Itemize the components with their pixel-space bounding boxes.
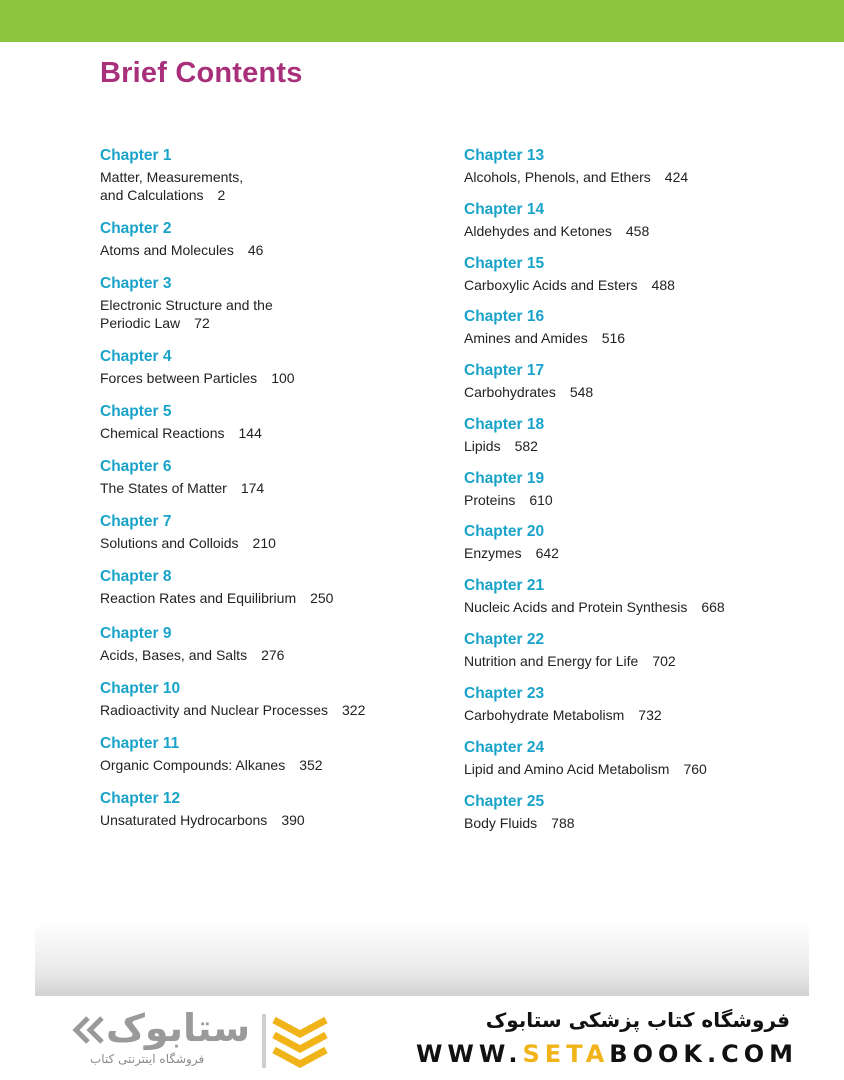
toc-entry xyxy=(100,274,440,332)
chapter-title xyxy=(464,598,804,616)
toc-entry xyxy=(464,738,804,778)
chapter-title-text: Electronic Structure and the xyxy=(100,297,273,313)
page-number: 2 xyxy=(217,187,226,203)
chapter-title xyxy=(464,814,804,832)
chapter-title-line xyxy=(100,589,440,607)
chapter-label: Chapter 12 xyxy=(100,790,181,807)
chapter-label: Chapter 13 xyxy=(464,147,545,164)
page-number: 516 xyxy=(601,330,626,346)
book-stack-icon xyxy=(262,1010,332,1077)
chapter-title-text: Lipids xyxy=(464,438,501,454)
chapter-title-text: Periodic Law xyxy=(100,315,181,331)
chapter-title-line xyxy=(100,811,440,829)
toc-entry xyxy=(464,576,804,616)
chapter-title xyxy=(100,646,440,664)
chapter-label: Chapter 3 xyxy=(100,275,172,292)
toc-entry xyxy=(100,219,440,259)
chapter-title-line xyxy=(100,168,440,186)
page-number: 488 xyxy=(651,277,675,293)
chapter-title xyxy=(464,222,804,240)
page-number: 582 xyxy=(514,438,538,454)
chapter-label: Chapter 15 xyxy=(464,255,545,272)
page-number: 174 xyxy=(240,480,265,496)
chapter-title-text: Atoms and Molecules xyxy=(100,242,234,258)
toc-entry xyxy=(100,347,440,387)
chapter-title-text: The States of Matter xyxy=(100,480,227,496)
double-chevron-icon xyxy=(72,1014,106,1051)
chapter-label: Chapter 7 xyxy=(100,513,172,530)
chapter-label: Chapter 8 xyxy=(100,568,172,585)
page-number: 210 xyxy=(252,535,276,551)
chapter-label: Chapter 21 xyxy=(464,577,545,594)
page-number: 276 xyxy=(261,647,285,663)
page-number: 610 xyxy=(529,492,553,508)
chapter-title-line xyxy=(100,296,440,314)
page-number: 390 xyxy=(281,812,305,828)
chapter-title-text: Enzymes xyxy=(464,545,522,561)
chapter-label: Chapter 14 xyxy=(464,201,545,218)
page-number: 642 xyxy=(535,545,559,561)
chapter-title-line xyxy=(464,329,804,347)
chapter-title-line xyxy=(100,646,440,664)
toc-entry xyxy=(464,146,804,186)
page-number: 144 xyxy=(238,425,262,441)
chapter-title-line xyxy=(464,706,804,724)
toc-entry xyxy=(464,469,804,509)
shop-name: فروشگاه کتاب پزشکی ستابوک xyxy=(485,1008,790,1032)
chapter-label: Chapter 11 xyxy=(100,735,180,752)
page-number: 548 xyxy=(569,384,594,400)
toc-entry xyxy=(100,567,440,607)
page-title: Brief Contents xyxy=(100,57,303,89)
chapter-title-text: Unsaturated Hydrocarbons xyxy=(100,812,268,828)
toc-entry xyxy=(464,630,804,670)
page-number: 760 xyxy=(683,761,707,777)
page-number: 250 xyxy=(310,590,334,606)
chapter-title-line xyxy=(100,369,440,387)
chapter-title-line xyxy=(464,652,804,670)
chapter-title-line xyxy=(464,814,804,832)
chapter-title-text: Aldehydes and Ketones xyxy=(464,223,612,239)
chapter-label: Chapter 5 xyxy=(100,403,172,420)
top-accent-bar xyxy=(0,0,844,42)
chapter-label: Chapter 6 xyxy=(100,458,172,475)
chapter-label: Chapter 20 xyxy=(464,523,545,540)
chapter-title-text: Nutrition and Energy for Life xyxy=(464,653,639,669)
toc-entry xyxy=(464,254,804,294)
page-number: 788 xyxy=(551,815,575,831)
chapter-title-text: Carbohydrates xyxy=(464,384,556,400)
chapter-title xyxy=(464,437,804,455)
chapter-label: Chapter 10 xyxy=(100,680,181,697)
chapter-title xyxy=(464,329,804,347)
chapter-title xyxy=(100,168,440,204)
chapter-title-line xyxy=(464,383,804,401)
chapter-title xyxy=(100,589,440,607)
page-number: 668 xyxy=(701,599,725,615)
chapter-title-text: Radioactivity and Nuclear Processes xyxy=(100,702,328,718)
chapter-title xyxy=(100,296,440,332)
chapter-title xyxy=(100,479,440,497)
footer-banner xyxy=(0,996,844,1080)
chapter-title-text: Proteins xyxy=(464,492,516,508)
chapter-title-text: Carbohydrate Metabolism xyxy=(464,707,625,723)
chapter-label: Chapter 18 xyxy=(464,416,545,433)
chapter-title xyxy=(100,756,440,774)
page-number: 732 xyxy=(638,707,662,723)
chapter-title xyxy=(100,811,440,829)
chapter-title xyxy=(464,652,804,670)
toc-entry xyxy=(100,402,440,442)
toc-entry xyxy=(464,415,804,455)
chapter-title-text: Body Fluids xyxy=(464,815,538,831)
chapter-title xyxy=(100,424,440,442)
chapter-title-line xyxy=(464,276,804,294)
page-number: 72 xyxy=(194,315,210,331)
chapter-title-text: Amines and Amides xyxy=(464,330,588,346)
chapter-title-text: Carboxylic Acids and Esters xyxy=(464,277,638,293)
chapter-title-text: Organic Compounds: Alkanes xyxy=(100,757,286,773)
url-suffix: BOOK.COM xyxy=(609,1040,798,1068)
toc-entry xyxy=(100,789,440,829)
chapter-label: Chapter 19 xyxy=(464,470,545,487)
chapter-title-line xyxy=(464,437,804,455)
toc-entry xyxy=(464,307,804,347)
logo-wordmark: ستابوک xyxy=(106,1006,251,1050)
chapter-title xyxy=(100,369,440,387)
url-prefix: WWW. xyxy=(415,1040,523,1068)
toc-entry xyxy=(100,679,440,719)
chapter-title-text: Lipid and Amino Acid Metabolism xyxy=(464,761,670,777)
chapter-title-line xyxy=(464,168,804,186)
toc-entry xyxy=(464,522,804,562)
page-number: 322 xyxy=(342,702,366,718)
chapter-label: Chapter 24 xyxy=(464,739,545,756)
chapter-title xyxy=(464,276,804,294)
chapter-title-line xyxy=(464,491,804,509)
chapter-title-text: Solutions and Colloids xyxy=(100,535,239,551)
chapter-title-line xyxy=(464,544,804,562)
toc-entry xyxy=(100,457,440,497)
chapter-title xyxy=(464,383,804,401)
page-number: 352 xyxy=(299,757,323,773)
chapter-title xyxy=(464,168,804,186)
page-number: 46 xyxy=(247,242,264,258)
chapter-label: Chapter 22 xyxy=(464,631,545,648)
page-number: 702 xyxy=(652,653,676,669)
setabook-logo xyxy=(66,1006,336,1072)
chapter-title xyxy=(464,760,804,778)
page-number: 458 xyxy=(625,223,650,239)
chapter-title-text: Acids, Bases, and Salts xyxy=(100,647,248,663)
chapter-title-text: Forces between Particles xyxy=(100,370,258,386)
chapter-title-text: Reaction Rates and Equilibrium xyxy=(100,590,297,606)
toc-entry xyxy=(464,200,804,240)
chapter-title xyxy=(100,534,440,552)
page-number: 100 xyxy=(271,370,295,386)
chapter-title xyxy=(464,706,804,724)
bottom-shadow xyxy=(35,922,809,996)
chapter-title-text: Chemical Reactions xyxy=(100,425,225,441)
chapter-label: Chapter 16 xyxy=(464,308,545,325)
chapter-title-line xyxy=(464,598,804,616)
chapter-title-line xyxy=(100,534,440,552)
chapter-title-line xyxy=(100,701,440,719)
chapter-label: Chapter 4 xyxy=(100,348,172,365)
chapter-title-text: Matter, Measurements, xyxy=(100,169,244,185)
toc-entry xyxy=(464,684,804,724)
chapter-title-line xyxy=(100,424,440,442)
website-url xyxy=(416,1040,798,1068)
toc-entry xyxy=(464,361,804,401)
toc-entry xyxy=(100,146,440,204)
page-number: 424 xyxy=(664,169,689,185)
chapter-label: Chapter 25 xyxy=(464,793,545,810)
toc-entry xyxy=(464,792,804,832)
chapter-title-text: and Calculations xyxy=(100,187,204,203)
toc-entry xyxy=(100,734,440,774)
chapter-title-line xyxy=(100,186,440,204)
chapter-title-line xyxy=(464,760,804,778)
logo-subtitle: فروشگاه اینترنتی کتاب xyxy=(90,1052,205,1066)
chapter-label: Chapter 17 xyxy=(464,362,545,379)
chapter-label: Chapter 2 xyxy=(100,220,172,237)
chapter-title-line xyxy=(100,314,440,332)
chapter-title-line xyxy=(464,222,804,240)
chapter-title-text: Alcohols, Phenols, and Ethers xyxy=(464,169,651,185)
chapter-title xyxy=(464,491,804,509)
toc-entry xyxy=(100,512,440,552)
chapter-title xyxy=(464,544,804,562)
chapter-title-line xyxy=(100,479,440,497)
chapter-label: Chapter 23 xyxy=(464,685,545,702)
chapter-title-text: Nucleic Acids and Protein Synthesis xyxy=(464,599,688,615)
url-accent: SETA xyxy=(522,1040,610,1068)
chapter-title xyxy=(100,241,440,259)
chapter-label: Chapter 9 xyxy=(100,625,172,642)
chapter-title xyxy=(100,701,440,719)
chapter-title-line xyxy=(100,241,440,259)
chapter-label: Chapter 1 xyxy=(100,147,172,164)
toc-entry xyxy=(100,624,440,664)
chapter-title-line xyxy=(100,756,440,774)
